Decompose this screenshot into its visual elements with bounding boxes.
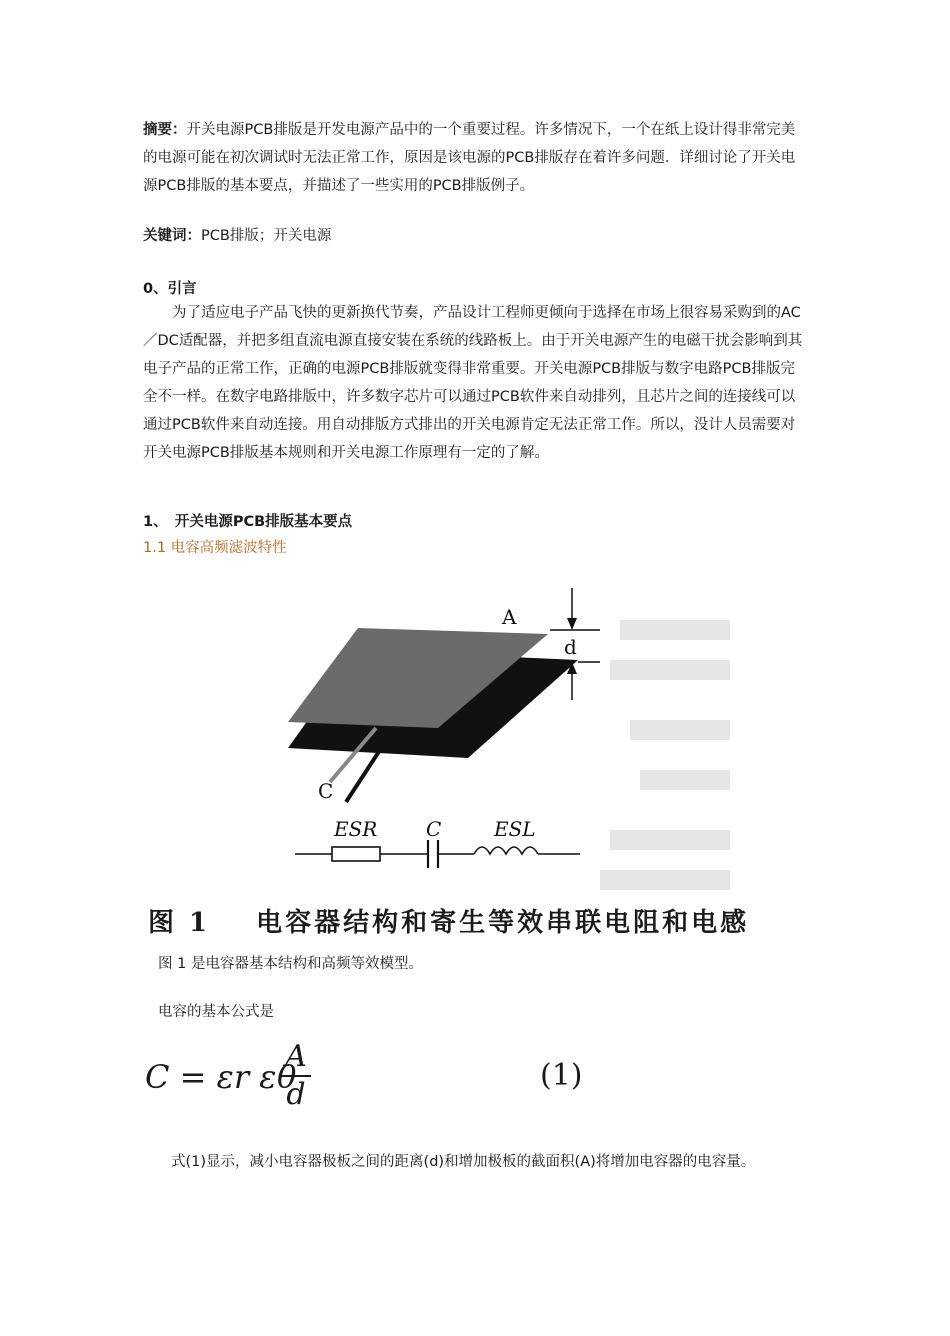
keywords (143, 222, 803, 250)
section-1-1-heading: 1.1 电容高频滤波特性 (143, 540, 287, 556)
esr-label: ESR (334, 817, 378, 841)
figure-caption (148, 902, 749, 939)
distance-label-d: d (564, 635, 577, 659)
section-1-heading: 1、 开关电源PCB排版基本要点 (143, 514, 353, 530)
keywords-text: PCB排版；开关电源 (201, 228, 332, 244)
plate-label-a: A (502, 605, 517, 629)
c-label: C (426, 817, 442, 841)
capacitance-formula (145, 1040, 645, 1115)
section-0-heading: 0、引言 (143, 281, 197, 297)
section-0-body: 为了适应电子产品飞快的更新换代节奏，产品设计工程师更倾向于选择在市场上很容易采购到的AC／DC适配器，并把多组直流电源直接安装在系统的线路板上。由于开关电源产生的电磁干扰会影响到其电子产品的正常工作，正确的电源PCB排版就变得非常重要。开关电源PCB排版与数字电路PCB排版完全不一样。在数字电路排版中，许多数字芯片可以通过PCB软件来自动排列，且芯片之间的连接线可以通过PCB软件来自动连接。用自动排版方式排出的开关电源肯定无法正常工作。所以，没计人员需要对开关电源PCB排版基本规则和开关电源工作原理有一定的了解。 (143, 305, 803, 461)
abstract-label: 摘要： (143, 122, 187, 138)
equation-number: (1) (540, 1058, 583, 1093)
formula-conclusion: 式(1)显示，减小电容器极板之间的距离(d)和增加极板的截面积(A)将增加电容器的电容量。 (171, 1154, 756, 1170)
formula-intro: 电容的基本公式是 (158, 1004, 274, 1020)
bleed-through-shading (600, 620, 730, 890)
formula-numerator: A (285, 1039, 307, 1074)
arrow-head-top (567, 618, 577, 630)
figure-caption-text: 电容器结构和寄生等效串联电阻和电感 (256, 908, 750, 938)
formula-denominator: d (286, 1077, 306, 1112)
formula-fraction (281, 1040, 311, 1112)
figure-number: 图 1 (148, 908, 211, 938)
equivalent-circuit (295, 840, 580, 868)
capacitor-structure-figure (140, 570, 740, 950)
esl-label: ESL (494, 817, 536, 841)
keywords-label: 关键词： (143, 228, 201, 244)
capacitor-label-c: C (318, 779, 334, 803)
figure-description: 图 1 是电容器基本结构和高频等效模型。 (158, 956, 423, 972)
abstract (143, 116, 803, 200)
abstract-text: 开关电源PCB排版是开发电源产品中的一个重要过程。许多情况下，一个在纸上设计得非常完美的电源可能在初次调试时无法正常工作，原因是该电源的PCB排版存在着许多问题．详细讨论了开关电源PCB排版的基本要点，并描述了一些实用的PCB排版例子。 (143, 122, 796, 194)
formula-lhs: C = εr ε0 (145, 1058, 297, 1096)
